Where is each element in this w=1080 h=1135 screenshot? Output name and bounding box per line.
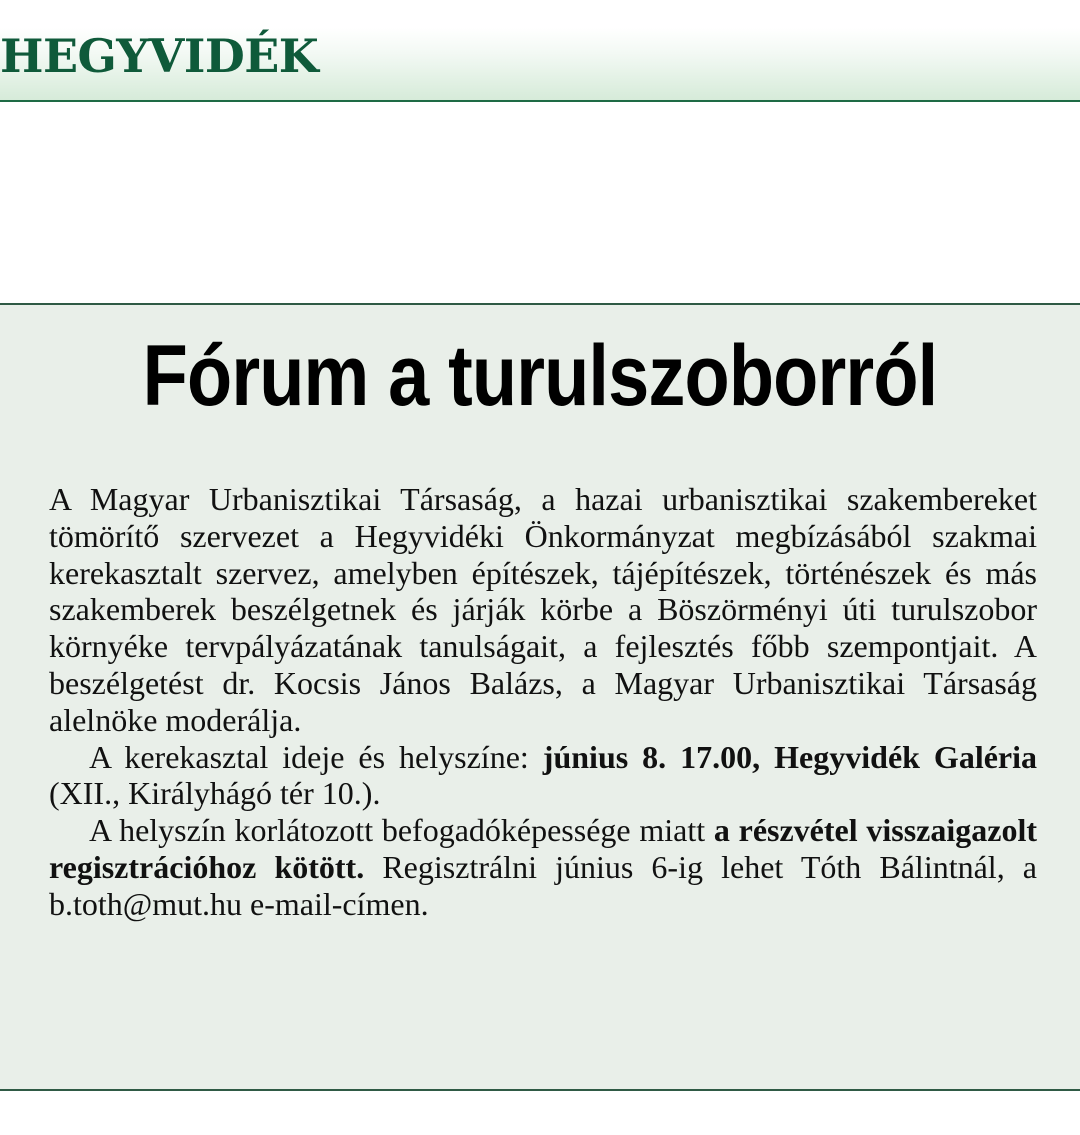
paragraph-2-lead: A kerekasztal ideje és helyszíne:: [89, 738, 543, 775]
article-paragraph-3: [49, 812, 1037, 922]
article-headline: Fórum a turulszoborról: [142, 328, 938, 424]
event-date-location: június 8. 17.00, Hegyvidék Galéria: [542, 738, 1038, 775]
paragraph-3-tail: Regisztrálni június 6-ig lehet Tóth Bálintnál, a b.toth@mut.hu e-mail-címen.: [49, 848, 1038, 922]
article-paragraph-1: A Magyar Urbanisztikai Társaság, a hazai urbanisztikai szakembereket tömörítő szervezet a Hegyvidéki Önkormányzat megbízásából szakmai kerekasztalt szervez, amelyben építészek, tájépítészek, történészek és más szakemberek beszélgetnek és járják körbe a Böszörményi úti turulszobor környéke tervpályázatának tanulságait, a fejlesztés főbb szempontjait. A beszélgetést dr. Kocsis János Balázs, a Magyar Urbanisztikai Társaság alelnöke moderálja.: [49, 481, 1037, 738]
registration-requirement: a részvétel visszaigazolt regisztrációhoz kötött.: [49, 812, 1038, 885]
article-paragraph-2: [49, 739, 1037, 813]
masthead-title: HEGYVIDÉK: [0, 29, 319, 83]
paragraph-2-tail: (XII., Királyhágó tér 10.).: [49, 775, 381, 812]
article-body: [49, 481, 1037, 923]
paragraph-3-lead: A helyszín korlátozott befogadóképessége miatt: [89, 812, 714, 849]
